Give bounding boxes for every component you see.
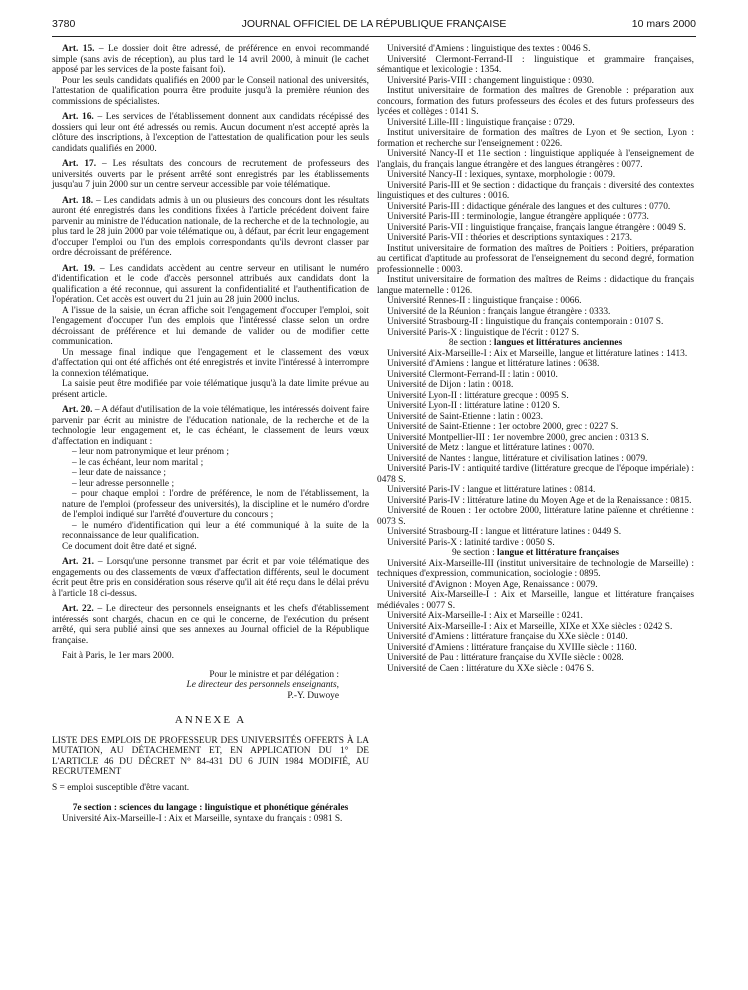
list-item: Université d'Amiens : littérature française du XVIIIe siècle : 1160. <box>387 642 637 653</box>
list-item: Université Rennes-II : linguistique française : 0066. <box>387 296 582 306</box>
article-18: Art. 18. – Les candidats admis à un ou plusieurs des concours dont les résultats auront été enregistrés dans les conditions fixées à l'article précédent doivent faire parvenir au ministre de l'éducation nationale, de la recherche et de la technologie, au plus tard le 28 juin 2000 par voie télématique ou, à défaut, par écrit leur engagement d'occuper l'emploi ou l'un des emplois correspondants qu'ils devront classer par ordre décroissant de préférence. <box>52 195 369 258</box>
list-item: Université de Metz : langue et littérature latines : 0070. <box>387 443 595 453</box>
list-item: Université de Pau : littérature française du XVIIe siècle : 0028. <box>387 653 624 663</box>
article-19-paragraph-4: La saisie peut être modifiée par voie télématique jusqu'à la date limite prévue au présent article. <box>52 379 369 400</box>
list-item: Université Paris-X : linguistique de l'écrit : 0127 S. <box>387 327 580 338</box>
article-15-paragraph: Pour les seuls candidats qualifiés en 2000 par le Conseil national des universités, l'attestation de qualification pourra être produite jusqu'à la première réunion des commissions de spécialistes. <box>52 75 369 107</box>
list-item: Institut universitaire de formation des maîtres de Grenoble : préparation aux concours, formation des futurs professeurs des écoles et des futurs professeurs des lycées et collèges : 0141 S. <box>377 86 694 117</box>
list-item: Université de Dijon : latin : 0018. <box>387 380 514 390</box>
list-item: Université Paris-III : didactique générale des langues et des cultures : 0770. <box>387 201 671 212</box>
article-17: Art. 17. – Les résultats des concours de recrutement de professeurs des universités ouverts par le présent arrêté sont enregistrés par les établissements jusqu'au 7 juin 2000 sur un centre serveur accessible par voie télématique. <box>52 159 369 190</box>
article-15: Art. 15. – Le dossier doit être adressé, de préférence en envoi recommandé simple (sans avis de réception), au plus tard le 14 avril 2000, à minuit (le cachet apposé par les services de la poste faisant foi). <box>52 44 369 75</box>
section-7-title: 7e section : sciences du langage : linguistique et phonétique générales <box>72 803 349 813</box>
list-item: Université Paris-VII : théories et descriptions syntaxiques : 2173. <box>387 233 633 243</box>
article-16: Art. 16. – Les services de l'établissement donnent aux candidats récépissé des dossiers qui leur ont été adressés ou remis. Aucun document n'est accepté après la clôture des inscriptions, à l'exception de l'attestation de qualification pour les seuls candidats qualifiés en 2000. <box>52 112 369 154</box>
article-20-list <box>52 447 369 542</box>
list-item: – leur nom patronymique et leur prénom ; <box>72 447 229 457</box>
page-header <box>52 16 696 37</box>
article-22: Art. 22. – Le directeur des personnels enseignants et les chefs d'établissement intéressés sont chargés, chacun en ce qui le concerne, de l'exécution du présent arrêté, qui sera publié ainsi que ses annexes au Journal officiel de la République française. <box>52 604 369 646</box>
list-item: Institut universitaire de formation des maîtres de Lyon et 9e section, Lyon : formation et recherche sur l'enseignement : 0226. <box>377 128 694 149</box>
article-19: Art. 19. – Les candidats accèdent au centre serveur en utilisant le numéro d'identification et le code d'accès personnel attribués aux candidats dont la qualification a été reconnue, qui assurent la confidentialité et l'authentification de l'opération. Cet accès est ouvert du 21 juin au 28 juin 2000 inclus. <box>52 263 369 305</box>
article-19-paragraph-3: Un message final indique que l'engagement et le classement des vœux d'affectation qui ont été affichés ont été enregistrés et invite l'intéressé à interrompre la connexion télématique. <box>52 347 369 379</box>
list-item: Institut universitaire de formation des maîtres de Reims : didactique du français langue maternelle : 0126. <box>377 275 694 296</box>
list-item: Université Lyon-II : littérature grecque : 0095 S. <box>387 390 569 401</box>
list-item: Université Lyon-II : littérature latine : 0120 S. <box>387 401 560 411</box>
article-19-paragraph-2: A l'issue de la saisie, un écran affiche soit l'engagement d'occuper l'emploi, soit l'engagement d'occuper l'un des emplois que l'intéressé classe selon un ordre décroissant de préférence et lui demande de valider ou de modifier cette communication. <box>52 305 369 347</box>
list-item: Université Paris-X : latinité tardive : 0050 S. <box>387 537 555 548</box>
left-column <box>52 44 369 824</box>
list-item: – leur adresse personnelle ; <box>72 478 175 489</box>
list-item: Institut universitaire de formation des maîtres de Poitiers : Poitiers, préparation au certificat d'aptitude au professorat de l'enseignement du second degré, formation professionnelle : 0003. <box>377 243 694 275</box>
list-item: Université de la Réunion : français langue étrangère : 0333. <box>387 306 611 317</box>
list-item: Université de Rouen : 1er octobre 2000, littérature latine païenne et chrétienne : 0073 S. <box>377 506 694 527</box>
list-item: Université d'Avignon : Moyen Age, Renaissance : 0079. <box>387 579 598 590</box>
page-number: 3780 <box>52 18 76 30</box>
list-item: – le cas échéant, leur nom marital ; <box>72 457 204 468</box>
section-8-title: 8e section : langues et littératures anciennes <box>448 338 623 348</box>
legend-note: S = emploi susceptible d'être vacant. <box>52 782 190 793</box>
issue-date: 10 mars 2000 <box>631 18 696 30</box>
article-20-end: Ce document doit être daté et signé. <box>62 541 197 552</box>
list-item: Université Clermont-Ferrand-II : latin : 0010. <box>387 369 558 380</box>
list-item: Université Nancy-II : lexiques, syntaxe, morphologie : 0079. <box>387 170 616 180</box>
list-item: Université Aix-Marseille-I : Aix et Marseille, langue et littérature françaises médiévales : 0077 S. <box>377 590 694 611</box>
list-item: Université Aix-Marseille-I : Aix et Marseille, XIXe et XXe siècles : 0242 S. <box>387 621 673 632</box>
signing-place-date: Fait à Paris, le 1er mars 2000. <box>62 651 174 661</box>
list-item: – leur date de naissance ; <box>72 468 166 478</box>
list-item: Université de Caen : littérature du XXe siècle : 0476 S. <box>387 663 594 674</box>
section-7-entry: Université Aix-Marseille-I : Aix et Marseille, syntaxe du français : 0981 S. <box>62 813 343 824</box>
list-item: Université Paris-III et 9e section : didactique du français : diversité des contextes linguistiques et des cultures : 0016. <box>377 180 694 201</box>
list-item: – le numéro d'identification qui leur a été communiqué à la suite de la reconnaissance de leur qualification. <box>62 520 369 541</box>
journal-title: JOURNAL OFFICIEL DE LA RÉPUBLIQUE FRANÇAISE <box>241 18 507 30</box>
list-item: Université de Saint-Etienne : latin : 0023. <box>387 411 543 422</box>
annexe-title: ANNEXE A <box>174 714 247 726</box>
list-item: Université Nancy-II et 11e section : linguistique appliquée à l'enseignement de l'anglais, du français langue étrangère et des langues étrangères : 0077. <box>377 149 694 170</box>
section-8-list <box>377 349 694 549</box>
list-item: Université Paris-IV : antiquité tardive (littérature grecque de l'époque impériale) : 0478 S. <box>377 464 694 485</box>
list-item: Université Paris-IV : littérature latine du Moyen Age et de la Renaissance : 0815. <box>387 495 692 506</box>
list-item: Université Paris-III : terminologie, langue étrangère appliquée : 0773. <box>387 212 649 222</box>
article-21: Art. 21. – Lorsqu'une personne transmet par écrit et par voie télématique des engagements ou des classements de vœux d'affectation différents, seul le document écrit peut être pris en considération sous réserve qu'il ait été reçu dans le délai prévu à l'article 18 ci-dessus. <box>52 557 369 599</box>
list-item: Université Paris-VIII : changement linguistique : 0930. <box>387 75 594 86</box>
list-item: Université Paris-IV : langue et littérature latines : 0814. <box>387 485 596 495</box>
list-item: Université d'Amiens : linguistique des textes : 0046 S. <box>387 44 591 54</box>
list-item: Université Paris-VII : linguistique française, français langue étrangère : 0049 S. <box>387 222 686 233</box>
list-item: – pour chaque emploi : l'ordre de préférence, le nom de l'établissement, la nature de l'emploi (professeur des universités), la discipline et le numéro d'ordre de l'emploi indiqué sur l'arrêté d'ouverture du concours ; <box>62 489 369 520</box>
article-20: Art. 20. – A défaut d'utilisation de la voie télématique, les intéressés doivent faire parvenir par écrit au ministre de l'éducation nationale, de la recherche et de la technologie leur engagement et, le cas échéant, le classement de leurs vœux d'affectation en indiquant : <box>52 405 369 447</box>
list-item: Université Clermont-Ferrand-II : linguistique et grammaire françaises, sémantique et lexicologie : 1354. <box>377 54 694 75</box>
right-column <box>377 44 694 674</box>
section-7-list <box>377 44 694 338</box>
signature-line-1: Pour le ministre et par délégation : <box>209 669 339 680</box>
annexe-list-title: LISTE DES EMPLOIS DE PROFESSEUR DES UNIVERSITÉS OFFERTS À LA MUTATION, AU DÉTACHEMENT ET, EN APPLICATION DU 1° DE L'ARTICLE 46 DU DÉCRET N° 84-431 DU 6 JUIN 1984 MODIFIÉ, AU RECRUTEMENT <box>52 735 369 777</box>
list-item: Université Aix-Marseille-I : Aix et Marseille, langue et littérature latines : 1413. <box>387 348 688 359</box>
list-item: Université de Saint-Etienne : 1er octobre 2000, grec : 0227 S. <box>387 422 619 432</box>
list-item: Université Aix-Marseille-I : Aix et Marseille : 0241. <box>387 611 583 621</box>
list-item: Université Montpellier-III : 1er novembre 2000, grec ancien : 0313 S. <box>387 432 649 443</box>
list-item: Université d'Amiens : langue et littérature latines : 0638. <box>387 359 600 369</box>
signatory-name: P.-Y. Duwoye <box>287 690 339 701</box>
list-item: Université Lille-III : linguistique française : 0729. <box>387 117 575 128</box>
list-item: Université de Nantes : langue, littérature et civilisation latines : 0079. <box>387 453 648 464</box>
list-item: Université Strasbourg-II : linguistique du français contemporain : 0107 S. <box>387 317 664 327</box>
list-item: Université Strasbourg-II : langue et littérature latines : 0449 S. <box>387 527 622 537</box>
list-item: Université d'Amiens : littérature française du XXe siècle : 0140. <box>387 632 628 642</box>
list-item: Université Aix-Marseille-III (institut universitaire de technologie de Marseille) : techniques d'expression, communication, sociologie : 0895. <box>377 558 694 579</box>
section-9-list <box>377 559 694 675</box>
signature-line-2: Le directeur des personnels enseignants, <box>186 680 339 690</box>
section-9-title: 9e section : langue et littérature françaises <box>452 548 619 558</box>
